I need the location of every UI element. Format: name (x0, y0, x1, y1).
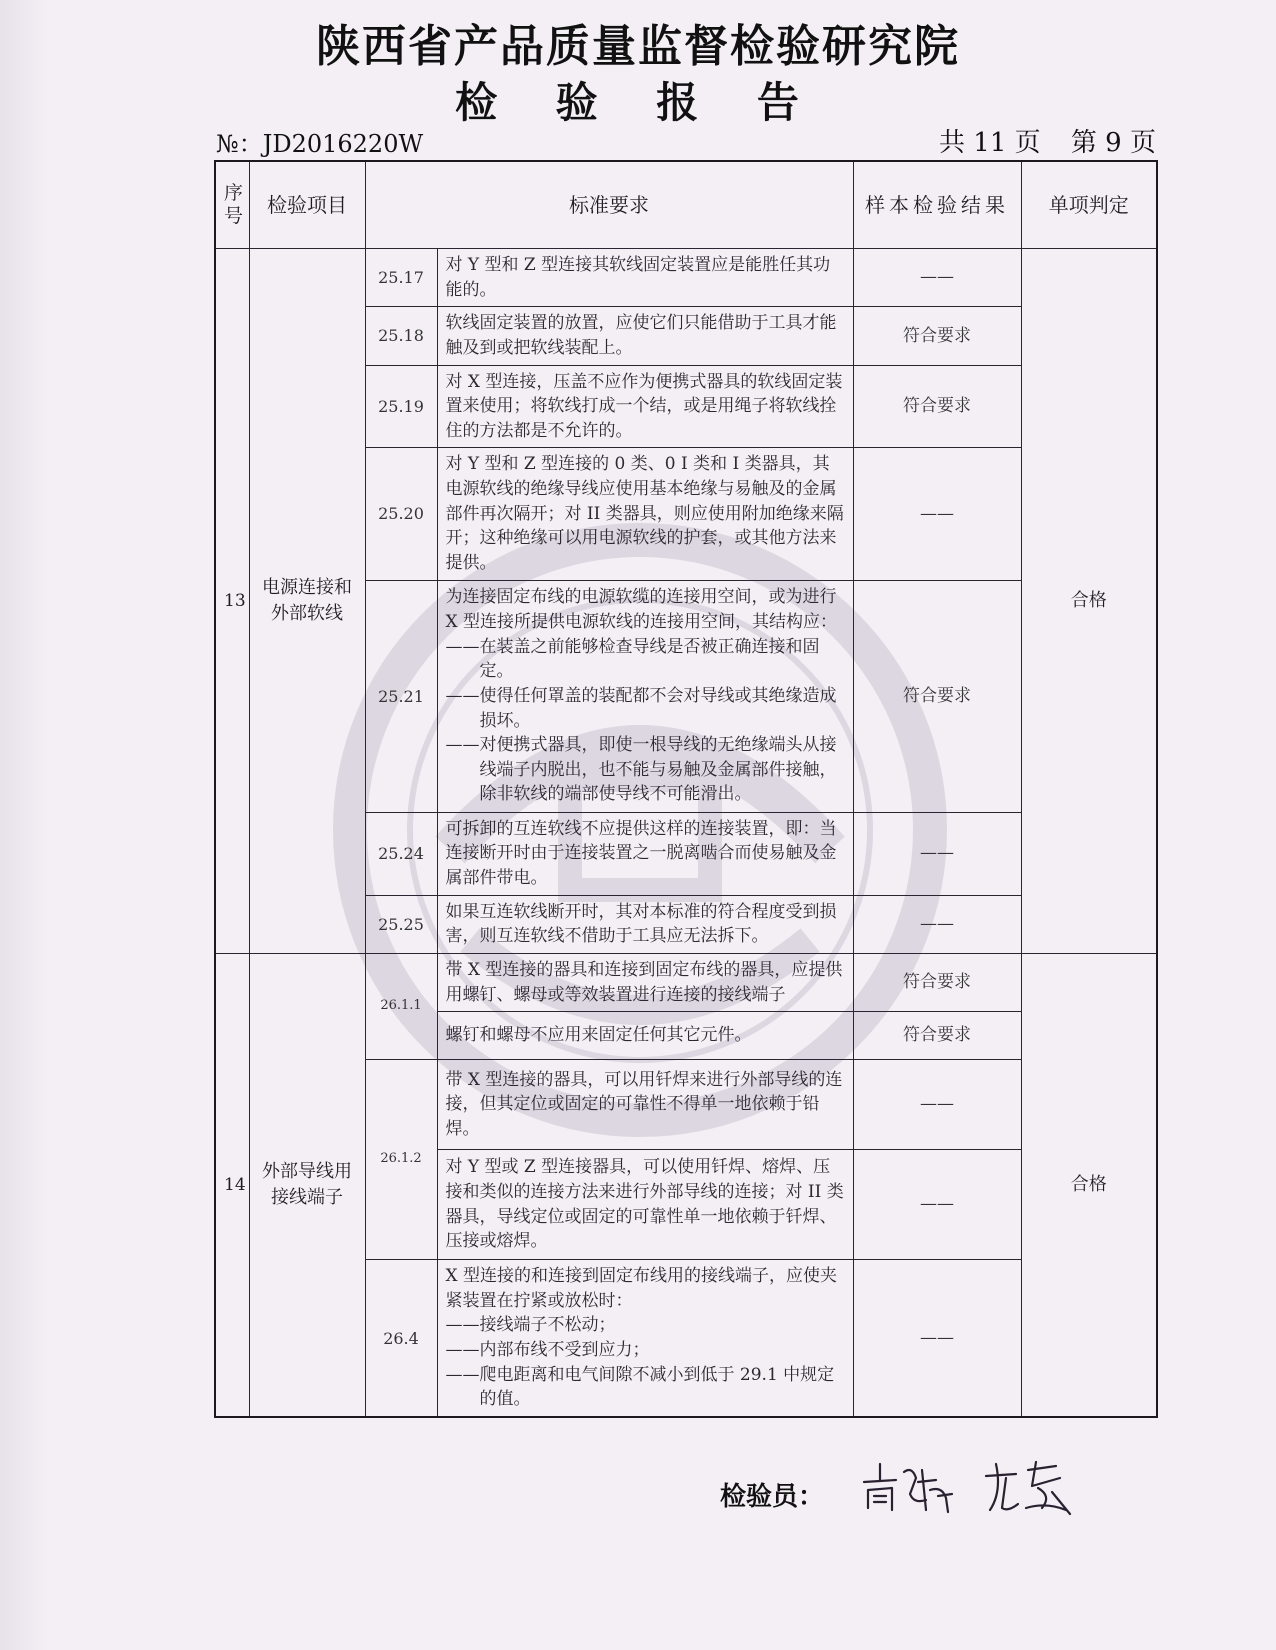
page-info (917, 122, 1156, 159)
requirement-text: 带 X 型连接的器具，可以用钎焊来进行外部导线的连接，但其定位或固定的可靠性不得单一地依赖于铅焊。 (437, 1060, 853, 1150)
result-value: —— (853, 1260, 1021, 1417)
clause-number: 25.18 (365, 307, 437, 365)
result-value: —— (853, 249, 1021, 307)
result-value: —— (853, 1150, 1021, 1260)
requirement-text: 带 X 型连接的器具和连接到固定布线的器具，应提供用螺钉、螺母或等效装置进行连接的接线端子 (437, 953, 853, 1011)
clause-number: 25.19 (365, 365, 437, 448)
report-number: №：JD2016220W (216, 130, 424, 158)
total-pages: 共 11 页 (939, 128, 1041, 158)
clause-number: 25.25 (365, 895, 437, 953)
clause-number: 25.24 (365, 812, 437, 895)
col-header-item: 检验项目 (249, 161, 365, 249)
result-value: 符合要求 (853, 307, 1021, 365)
result-value: —— (853, 812, 1021, 895)
col-header-result: 样本检验结果 (853, 161, 1021, 249)
result-value: 符合要求 (853, 365, 1021, 448)
col-header-verdict: 单项判定 (1021, 161, 1157, 249)
clause-number: 26.4 (365, 1260, 437, 1417)
table-header-row (215, 161, 1157, 249)
clause-number: 25.21 (365, 580, 437, 812)
requirement-list-item: ——对便携式器具，即使一根导线的无绝缘端头从接线端子内脱出，也不能与易触及金属部件接触，除非软线的端部使导线不可能滑出。 (445, 735, 837, 805)
result-value: 符合要求 (853, 953, 1021, 1011)
group-seq: 14 (215, 953, 249, 1417)
clause-number: 25.20 (365, 448, 437, 580)
requirement-text: 如果互连软线断开时，其对本标准的符合程度受到损害，则互连软线不借助于工具应无法拆下。 (437, 895, 853, 953)
institute-title: 陕西省产品质量监督检验研究院 (316, 21, 960, 72)
requirement-list-item: ——在装盖之前能够检查导线是否被正确连接和固定。 (445, 636, 820, 682)
group-verdict: 合格 (1021, 249, 1157, 954)
result-value: —— (853, 448, 1021, 580)
requirement-list-item: ——爬电距离和电气间隙不减小到低于 29.1 中规定的值。 (445, 1364, 835, 1410)
table-row (215, 953, 1157, 1011)
result-value: 符合要求 (853, 1012, 1021, 1060)
clause-number: 26.1.1 (365, 953, 437, 1059)
report-type-title: 检 验 报 告 (455, 78, 821, 127)
inspector-label: 检验员： (720, 1482, 825, 1512)
table-row (215, 249, 1157, 307)
requirement-text: X 型连接的和连接到固定布线用的接线端子，应使夹紧装置在拧紧或放松时： (445, 1266, 838, 1311)
requirement-text: 对 Y 型或 Z 型连接器具，可以使用钎焊、熔焊、压接和类似的连接方法来进行外部导线的连接；对 II 类器具，导线定位或固定的可靠性单一地依赖于钎焊、压接或熔焊。 (437, 1150, 853, 1260)
requirement-text-block (437, 580, 853, 812)
current-page: 第 9 页 (1070, 128, 1156, 158)
group-seq: 13 (215, 249, 249, 954)
col-header-requirement: 标准要求 (365, 161, 853, 249)
requirement-text: 为连接固定布线的电源软缆的连接用空间，或为进行 X 型连接所提供电源软线的连接用空间，其结构应： (445, 587, 838, 632)
inspector-signature (856, 1452, 1086, 1522)
clause-number: 26.1.2 (365, 1060, 437, 1260)
col-header-seq: 序号 (215, 161, 249, 249)
clause-number: 25.17 (365, 249, 437, 307)
requirement-list-item: ——使得任何罩盖的装配都不会对导线或其绝缘造成损坏。 (445, 685, 837, 731)
group-verdict: 合格 (1021, 953, 1157, 1417)
inspection-table (214, 160, 1158, 1418)
page-edge-shadow (0, 0, 48, 1650)
group-item-name: 外部导线用接线端子 (249, 953, 365, 1417)
result-value: —— (853, 895, 1021, 953)
requirement-text: 可拆卸的互连软线不应提供这样的连接装置，即：当连接断开时由于连接装置之一脱离啮合而使易触及金属部件带电。 (437, 812, 853, 895)
requirement-text-block (437, 1260, 853, 1417)
requirement-text: 对 Y 型和 Z 型连接其软线固定装置应是能胜任其功能的。 (437, 249, 853, 307)
result-value: —— (853, 1060, 1021, 1150)
result-value: 符合要求 (853, 580, 1021, 812)
requirement-text: 软线固定装置的放置，应使它们只能借助于工具才能触及到或把软线装配上。 (437, 307, 853, 365)
requirement-list-item: ——接线端子不松动； (445, 1315, 616, 1336)
requirement-text: 螺钉和螺母不应用来固定任何其它元件。 (437, 1012, 853, 1060)
requirement-text: 对 X 型连接，压盖不应作为便携式器具的软线固定装置来使用；将软线打成一个结，或是用绳子将软线拴住的方法都是不允许的。 (437, 365, 853, 448)
requirement-text: 对 Y 型和 Z 型连接的 0 类、0 I 类和 I 类器具，其电源软线的绝缘导线应使用基本绝缘与易触及的金属部件再次隔开；对 II 类器具，则应使用附加绝缘来隔开；这种绝缘可以用电源软线的护套，或其他方法来提供。 (437, 448, 853, 580)
group-item-name: 电源连接和外部软线 (249, 249, 365, 954)
requirement-list-item: ——内部布线不受到应力； (445, 1340, 650, 1361)
